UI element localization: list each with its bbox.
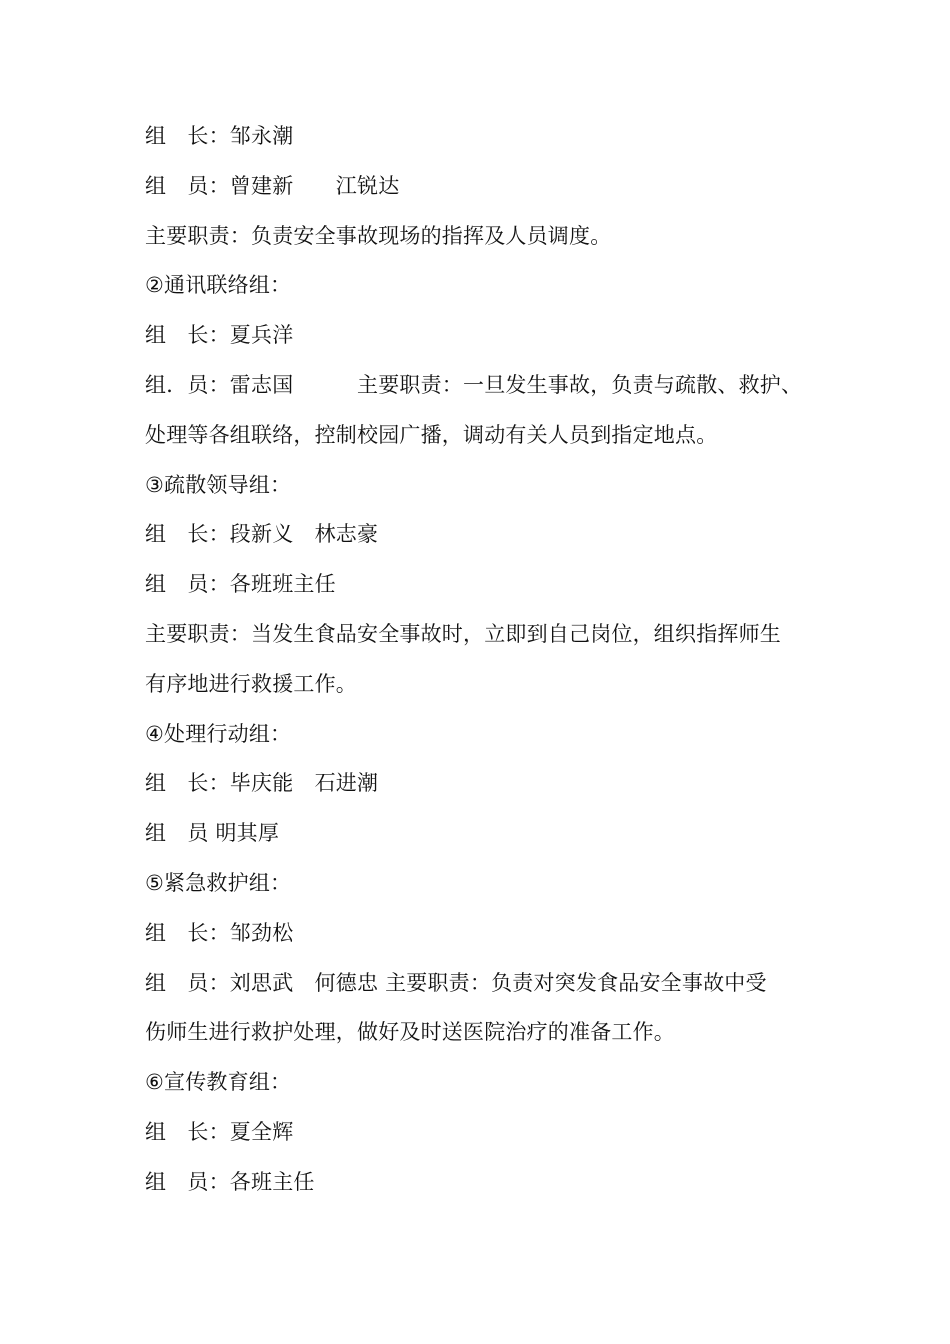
document-body bbox=[145, 112, 825, 1208]
duty-line: 主要职责：负责安全事故现场的指挥及人员调度。 bbox=[145, 223, 612, 248]
duty-continuation-line: 伤师生进行救护处理，做好及时送医院治疗的准备工作。 bbox=[145, 1020, 675, 1045]
leader-line: 组 长：段新义 林志豪 bbox=[145, 522, 379, 547]
section-heading-communication: ②通讯联络组： bbox=[145, 273, 292, 298]
members-line: 组 员：各班班主任 bbox=[145, 572, 336, 597]
section-heading-evacuation: ③疏散领导组： bbox=[145, 472, 292, 497]
duty-continuation-line: 有序地进行救援工作。 bbox=[145, 671, 357, 696]
leader-line: 组 长：邹劲松 bbox=[145, 920, 294, 945]
members-duty-line: 组 员：刘思武 何德忠 主要职责：负责对突发食品安全事故中受 bbox=[145, 970, 767, 995]
members-line: 组 员 明其厚 bbox=[145, 821, 280, 846]
duty-line: 主要职责：当发生食品安全事故时，立即到自己岗位，组织指挥师生 bbox=[145, 621, 781, 646]
leader-line: 组 长：夏兵洋 bbox=[145, 323, 294, 348]
members-line: 组 员：各班主任 bbox=[145, 1169, 315, 1194]
members-line: 组 员：曾建新 江锐达 bbox=[145, 173, 400, 198]
section-heading-action: ④处理行动组： bbox=[145, 721, 292, 746]
leader-line: 组 长：夏全辉 bbox=[145, 1119, 294, 1144]
section-heading-publicity: ⑥宣传教育组： bbox=[145, 1070, 292, 1095]
section-heading-rescue: ⑤紧急救护组： bbox=[145, 870, 292, 895]
duty-continuation-line: 处理等各组联络，控制校园广播，调动有关人员到指定地点。 bbox=[145, 422, 718, 447]
leader-line: 组 长：邹永潮 bbox=[145, 124, 294, 148]
members-duty-line: 组．员：雷志国 主要职责：一旦发生事故，负责与疏散、救护、 bbox=[145, 372, 803, 397]
leader-line: 组 长：毕庆能 石进潮 bbox=[145, 771, 379, 796]
